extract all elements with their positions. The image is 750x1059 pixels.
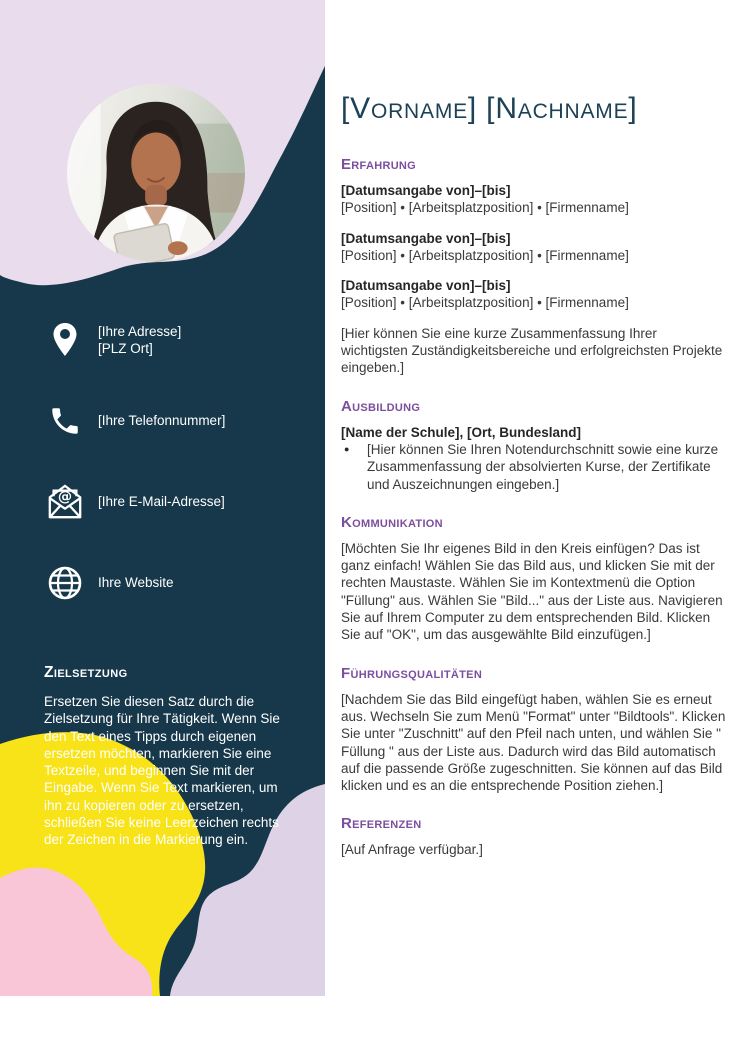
contact-item-address	[0, 320, 325, 360]
main-column	[341, 0, 727, 872]
experience-summary: [Hier können Sie eine kurze Zusammenfassung Ihrer wichtigsten Zuständigkeitsbereiche und erfolgreichsten Projekte eingeben.]	[341, 325, 723, 376]
svg-text:@: @	[57, 489, 73, 506]
sidebar	[0, 0, 325, 996]
email-line: [Ihre E-Mail-Adresse]	[98, 494, 225, 510]
objective-section	[0, 644, 325, 849]
entry-dates: [Datumsangabe von]–[bis]	[341, 183, 511, 198]
experience-entry	[341, 277, 727, 312]
experience-entry	[341, 182, 727, 217]
bullet-text: [Hier können Sie Ihren Notendurchschnitt sowie eine kurze Zusammenfassung der absolvierten Kurse, der Zertifikate und Auszeichnungen eingeben.]	[367, 441, 719, 492]
location-pin-icon	[44, 322, 86, 358]
profile-photo	[67, 84, 245, 262]
address-line1: [Ihre Adresse]	[98, 323, 182, 339]
section-heading-fuehrungsqualitaeten: Führungsqualitäten	[341, 664, 483, 682]
phone-icon	[44, 404, 86, 438]
references-text: [Auf Anfrage verfügbar.]	[341, 842, 483, 858]
website-line: Ihre Website	[98, 575, 174, 591]
experience-entry	[341, 230, 727, 265]
contact-label	[98, 493, 225, 511]
section-heading-ausbildung: Ausbildung	[341, 397, 421, 415]
phone-line: [Ihre Telefonnummer]	[98, 413, 226, 429]
entry-detail: [Position] • [Arbeitsplatzposition] • [Firmenname]	[341, 295, 629, 311]
leadership-text: [Nachdem Sie das Bild eingefügt haben, wählen Sie es erneut aus. Wechseln Sie zum Menü "Format" unter "Bildtools". Klicken Sie unter "Zuschnitt" auf den Pfeil nach unten, und wählen Sie " Füllung " aus der Liste aus. Dadurch wird das Bild automatisch auf die passende Größe zugeschnitten. Sie können auf das Bild klicken und es an die entsprechende Position ziehen.]	[341, 691, 726, 794]
contact-label	[98, 412, 225, 430]
email-icon	[44, 483, 86, 521]
contact-item-phone	[0, 401, 325, 441]
entry-detail: [Position] • [Arbeitsplatzposition] • [Firmenname]	[341, 247, 629, 263]
school-line: [Name der Schule], [Ort, Bundesland]	[341, 424, 582, 440]
globe-icon	[44, 565, 86, 601]
objective-text: Ersetzen Sie diesen Satz durch die Zielsetzung für Ihre Tätigkeit. Wenn Sie den Text eines Tipps durch eigenen ersetzen möchten, markieren Sie eine Textzeile, und beginnen Sie mit der Eingabe. Wenn Sie Text markieren, um ihn zu kopieren oder zu ersetzen, schließen Sie keine Leerzeichen rechts der Zeichen in die Markierung ein.	[44, 694, 280, 848]
section-heading-erfahrung: Erfahrung	[341, 156, 417, 173]
section-heading-kommunikation: Kommunikation	[341, 513, 443, 531]
sidebar-content	[0, 320, 325, 849]
communication-text: [Möchten Sie Ihr eigenes Bild in den Kreis einfügen? Das ist ganz einfach! Wählen Sie das Bild aus, und klicken Sie mit der rechten Maustaste. Wählen Sie im Kontextmenü die Option "Füllung" aus. Wählen Sie "Bild..." aus der Liste aus. Navigieren Sie auf Ihrem Computer zu dem entsprechenden Bild. Klicken Sie auf "OK", um das ausgewählte Bild einzufügen.]	[341, 540, 723, 643]
section-heading-referenzen: Referenzen	[341, 815, 422, 833]
contact-item-website	[0, 563, 325, 603]
name-title: [Vorname] [Nachname]	[341, 92, 638, 125]
objective-heading: Zielsetzung	[44, 664, 128, 681]
contact-label	[98, 323, 181, 358]
contact-item-email	[0, 482, 325, 522]
bullet-dot: ●	[344, 443, 350, 454]
portrait-illustration	[67, 84, 245, 262]
education-bullet	[341, 441, 727, 493]
contact-label	[98, 574, 174, 592]
entry-dates: [Datumsangabe von]–[bis]	[341, 278, 511, 294]
entry-dates: [Datumsangabe von]–[bis]	[341, 230, 511, 246]
entry-detail: [Position] • [Arbeitsplatzposition] • [Firmenname]	[341, 200, 629, 216]
address-line2: [PLZ Ort]	[98, 341, 153, 356]
